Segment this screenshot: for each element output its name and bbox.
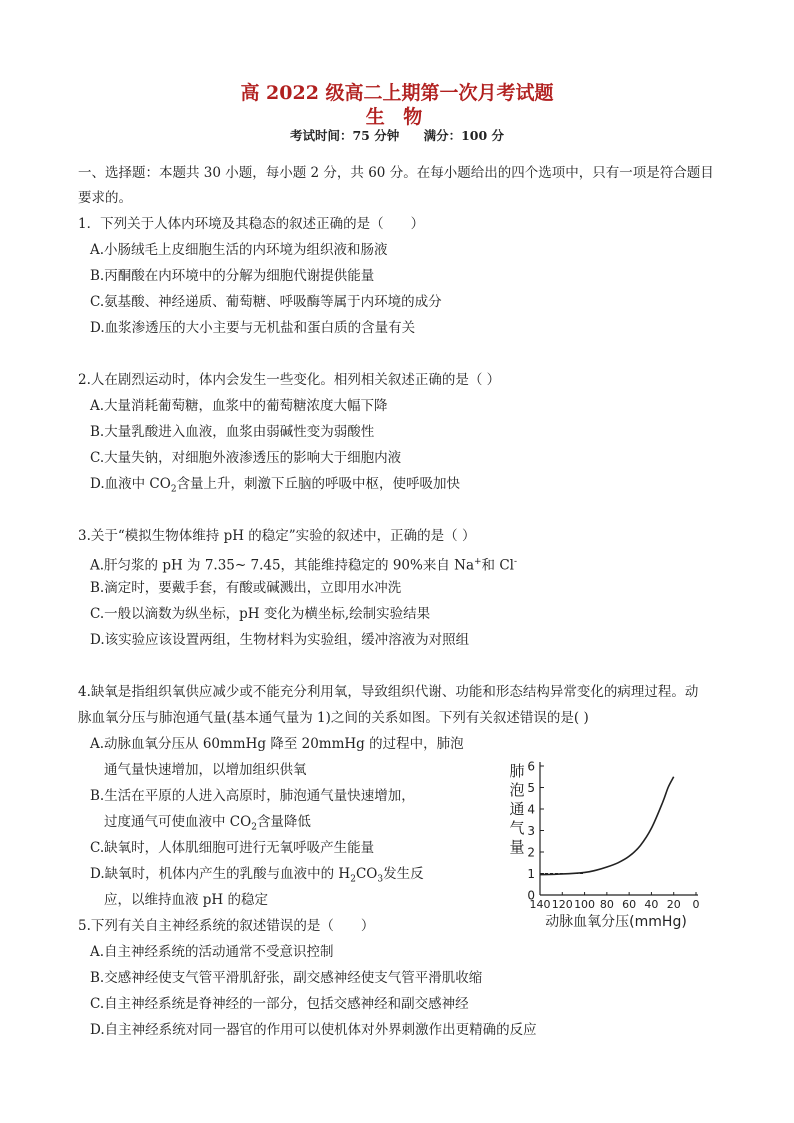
q4b2-post: 含量降低 [256, 814, 311, 830]
ventilation-chart [500, 752, 720, 937]
chart-x-tick-label: 80 [599, 898, 614, 911]
chart-y-label-char: 气 [509, 819, 525, 837]
q2d-post: 含量上升，刺激下丘脑的呼吸中枢，使呼吸加快 [176, 476, 461, 492]
question-2-option-b: B.大量乳酸进入血液，血浆由弱碱性变为弱酸性 [90, 424, 375, 440]
question-3-option-d: D.该实验应该设置两组，生物材料为实验组，缓冲溶液为对照组 [90, 632, 470, 648]
q4d1-pre: D.缺氧时，机体内产生的乳酸与血液中的 H [90, 866, 351, 882]
question-3-option-c: C.一般以滴数为纵坐标，pH 变化为横坐标,绘制实验结果 [90, 606, 431, 622]
q4d1-mid: CO [355, 866, 378, 882]
chart-y-label-char: 量 [509, 838, 525, 856]
chart-y-label [509, 762, 524, 856]
chart-y-label-char: 肺 [509, 762, 525, 780]
chart-x-tick-label: 0 [692, 898, 700, 911]
question-2-option-c: C.大量失钠，对细胞外液渗透压的影响大于细胞内液 [90, 450, 402, 466]
question-4-option-d-line2: 应，以维持血液 pH 的稳定 [104, 892, 268, 908]
question-3-stem: 3.关于“模拟生物体维持 pH 的稳定”实验的叙述中，正确的是（ ） [78, 528, 476, 544]
chart-series-line [540, 777, 674, 875]
question-4-option-a-line1: A.动脉血氧分压从 60mmHg 降至 20mmHg 的过程中，肺泡 [90, 736, 464, 752]
chart-series-group [540, 777, 674, 875]
q2d-pre: D.血液中 CO [90, 476, 171, 492]
q3a-sup2: - [514, 557, 518, 567]
exam-score: 满分：100 分 [423, 128, 505, 143]
question-1-option-b: B.丙酮酸在内环境中的分解为细胞代谢提供能量 [90, 268, 375, 284]
question-3-option-b: B.滴定时，要戴手套，有酸或碱溅出，立即用水冲洗 [90, 580, 402, 596]
chart-x-tick-label: 140 [529, 898, 551, 911]
chart-x-tick-label: 40 [644, 898, 659, 911]
question-2-option-a: A.大量消耗葡萄糖，血浆中的葡萄糖浓度大幅下降 [90, 398, 388, 414]
chart-y-label-char: 通 [509, 800, 525, 818]
chart-y-tick-label: 0 [527, 888, 535, 903]
chart-y-tick-label: 2 [527, 845, 535, 860]
question-5-option-d: D.自主神经系统对同一器官的作用可以使机体对外界刺激作出更精确的反应 [90, 1022, 537, 1038]
question-4-option-b-line1: B.生活在平原的人进入高原时，肺泡通气量快速增加， [90, 788, 415, 804]
chart-y-tick-label: 4 [527, 802, 535, 817]
chart-axes [540, 762, 698, 895]
chart-y-label-char: 泡 [509, 781, 525, 799]
section-intro-line2: 要求的。 [78, 190, 132, 206]
chart-y-ticks [527, 760, 544, 903]
subject-title: 生 物 [365, 106, 429, 128]
question-1-option-a: A.小肠绒毛上皮细胞生活的内环境为组织液和肠液 [90, 242, 388, 258]
chart-x-label: 动脉血氧分压(mmHg) [545, 914, 687, 930]
question-5-option-c: C.自主神经系统是脊神经的一部分，包括交感神经和副交感神经 [90, 996, 469, 1012]
chart-x-tick-label: 60 [622, 898, 637, 911]
question-1-stem: 1．下列关于人体内环境及其稳态的叙述正确的是（ ） [78, 216, 425, 232]
q3a-mid: 和 Cl [481, 557, 514, 574]
chart-y-tick-label: 3 [527, 824, 535, 838]
q4b2-sub: 2 [251, 822, 257, 833]
question-1-option-c: C.氨基酸、神经递质、葡萄糖、呼吸酶等属于内环境的成分 [90, 294, 442, 310]
exam-title: 高 2022 级高二上期第一次月考试题 [240, 82, 554, 104]
question-2-option-d [90, 474, 460, 500]
question-2-stem: 2.人在剧烈运动时，体内会发生一些变化。相列相关叙述正确的是（ ） [78, 372, 501, 388]
question-4-option-d-line1 [90, 864, 424, 890]
question-4-option-c: C.缺氧时，人体肌细胞可进行无氧呼吸产生能量 [90, 840, 375, 856]
q4b2-pre: 过度通气可使血液中 CO [104, 814, 252, 830]
question-4-option-b-line2 [104, 812, 311, 838]
section-intro-line1: 一、选择题：本题共 30 小题，每小题 2 分，共 60 分。在每小题给出的四个选项中，只有一项是符合题目 [78, 165, 714, 181]
chart-x-tick-label: 100 [574, 898, 596, 911]
question-3-option-a [90, 552, 517, 576]
q2d-sub: 2 [170, 484, 177, 495]
exam-info [0, 126, 794, 144]
question-1-option-d: D.血浆渗透压的大小主要与无机盐和蛋白质的含量有关 [90, 320, 416, 336]
question-4-stem-line1: 4.缺氧是指组织氧供应减少或不能充分利用氧，导致组织代谢、功能和形态结构异常变化的病理过程。动 [78, 684, 699, 700]
question-4-option-a-line2: 通气量快速增加，以增加组织供氧 [104, 762, 307, 778]
question-5-stem: 5.下列有关自主神经系统的叙述错误的是（ ） [78, 918, 375, 934]
chart-y-tick-label: 1 [527, 867, 535, 881]
exam-time: 考试时间：75 分钟 [289, 128, 400, 143]
q3a-pre: A.肝匀浆的 pH 为 7.35~ 7.45，其能维持稳定的 90%来自 Na [90, 557, 474, 574]
q4d1-post: 发生反 [383, 866, 424, 882]
chart-x-tick-label: 120 [551, 898, 573, 911]
question-5-option-b: B.交感神经使支气管平滑肌舒张，副交感神经使支气管平滑肌收缩 [90, 970, 483, 986]
q4d1-sub2: 3 [377, 874, 384, 885]
question-5-option-a: A.自主神经系统的活动通常不受意识控制 [90, 944, 334, 960]
chart-y-tick-label: 5 [527, 781, 535, 795]
question-4-stem-line2: 脉血氧分压与肺泡通气量(基本通气量为 1)之间的关系如图。下列有关叙述错误的是( ) [78, 710, 589, 726]
chart-y-tick-label: 6 [527, 759, 535, 774]
q3a-sup1: + [474, 557, 482, 567]
q4d1-sub1: 2 [350, 874, 356, 885]
chart-x-tick-label: 20 [666, 898, 681, 911]
